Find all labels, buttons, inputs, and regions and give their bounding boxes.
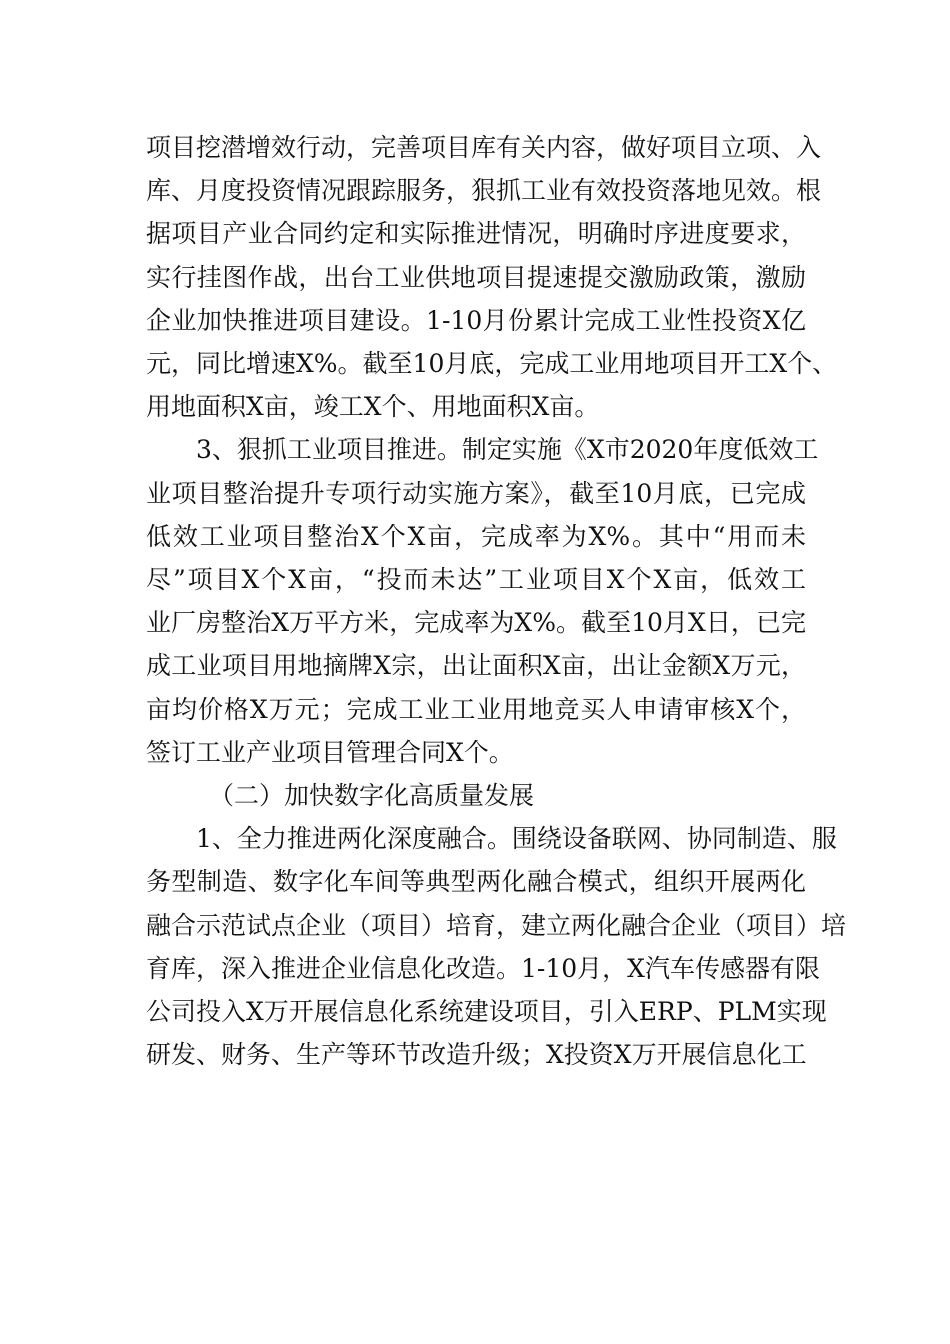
text-line: 据项目产业合同约定和实际推进情况，明确时序进度要求，	[146, 219, 806, 249]
text-line: 1、全力推进两化深度融合。围绕设备联网、协同制造、服	[196, 824, 837, 854]
text-line: 用地面积X亩，竣工X个、用地面积X亩。	[146, 392, 600, 422]
text-line: 研发、财务、生产等环节改造升级；X投资X万开展信息化工	[146, 1040, 807, 1070]
text-line: 育库，深入推进企业信息化改造。1-10月，X汽车传感器有限	[146, 953, 820, 983]
text-line: 3、狠抓工业项目推进。制定实施《X市2020年度低效工	[196, 435, 819, 465]
text-line: 业厂房整治X万平方米，完成率为X%。截至10月X日，已完	[146, 608, 806, 638]
section-heading: （二）加快数字化高质量发展	[209, 781, 535, 811]
paragraph-project-promotion	[146, 428, 819, 774]
text-line: 低效工业项目整治X个X亩，完成率为X%。其中“用而未	[146, 521, 806, 551]
text-line: 实行挂图作战，出台工业供地项目提速提交激励政策，激励	[146, 262, 806, 292]
text-line: 企业加快推进项目建设。1-10月份累计完成工业性投资X亿	[146, 305, 806, 335]
text-line: 业项目整治提升专项行动实施方案》，截至10月底，已完成	[146, 478, 806, 508]
text-line: 尽”项目X个X亩，“投而未达”工业项目X个X亩，低效工	[146, 565, 806, 595]
text-line: 亩均价格X万元；完成工业工业用地竞买人申请审核X个，	[146, 694, 806, 724]
paragraph-digitalization	[146, 817, 847, 1076]
document-body	[146, 126, 847, 1076]
text-line: 项目挖潜增效行动，完善项目库有关内容，做好项目立项、入	[146, 133, 822, 162]
text-line: 融合示范试点企业（项目）培育，建立两化融合企业（项目）培	[146, 910, 847, 940]
text-line: 务型制造、数字化车间等典型两化融合模式，组织开展两化	[146, 867, 806, 897]
text-line: 成工业项目用地摘牌X宗，出让面积X亩，出让金额X万元，	[146, 651, 806, 681]
text-line: 库、月度投资情况跟踪服务，狠抓工业有效投资落地见效。根	[146, 176, 822, 206]
text-line: 元，同比增速X%。截至10月底，完成工业用地项目开工X个、	[146, 349, 838, 379]
text-line: 签订工业产业项目管理合同X个。	[146, 737, 514, 767]
text-line: 公司投入X万开展信息化系统建设项目，引入ERP、PLM实现	[146, 997, 827, 1027]
paragraph-industrial-investment	[146, 126, 838, 428]
